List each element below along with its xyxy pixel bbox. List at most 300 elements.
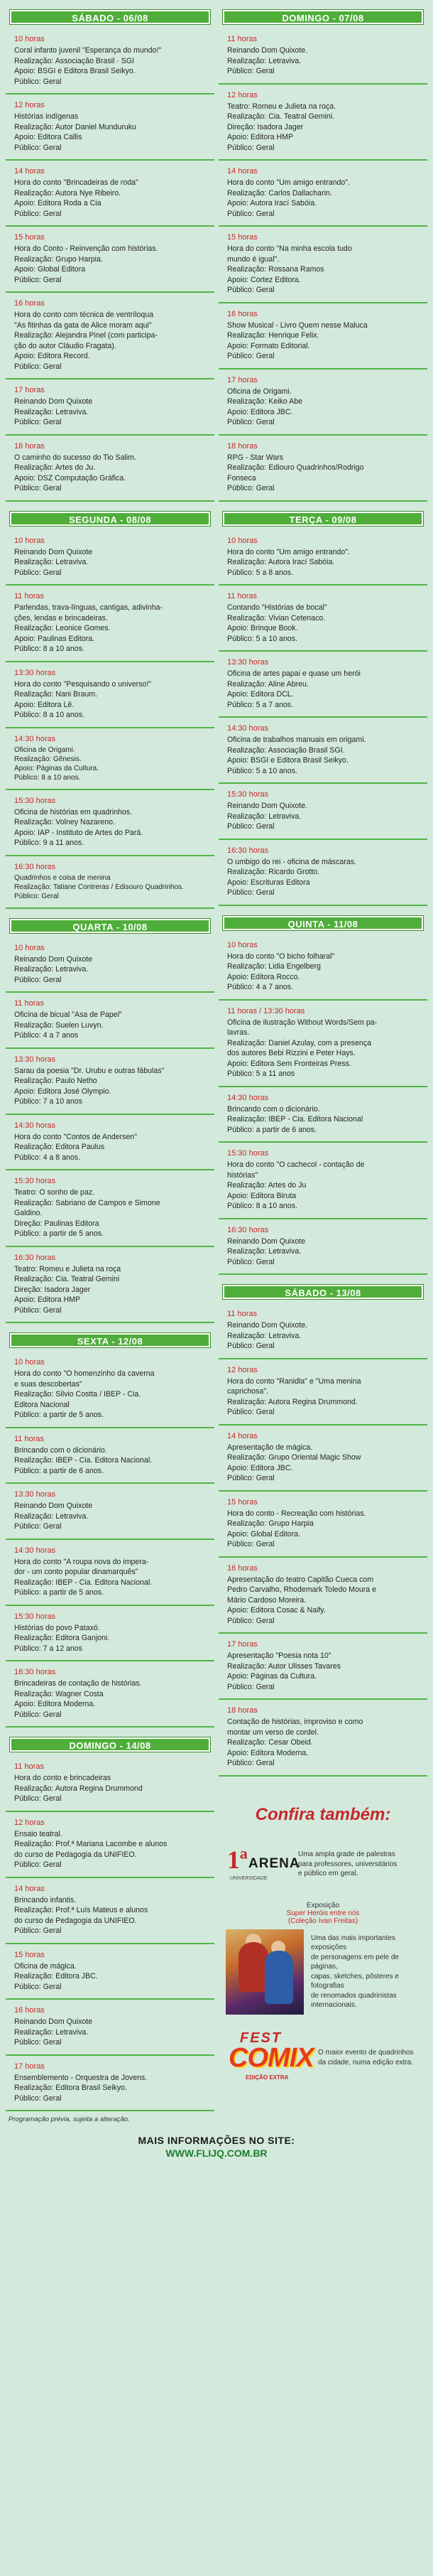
event-detail: Público: 8 a 10 anos.: [14, 773, 81, 782]
event-detail: Realização: Associação Brasil SGI.: [227, 745, 345, 755]
event-detail: Realização: Editora JBC.: [14, 1972, 98, 1980]
event-time: 16 horas: [14, 2006, 45, 2015]
schedule-event: [6, 293, 214, 379]
event-time: 15 horas: [227, 233, 258, 242]
event-detail: Reinando Dom Quixote: [14, 547, 93, 556]
event-detail: Público: 7 a 10 anos: [14, 1097, 83, 1106]
event-detail: Apoio: Editora DCL.: [227, 690, 294, 699]
event-detail: Público: Geral: [227, 286, 275, 294]
schedule-event: [6, 586, 214, 662]
event-detail: Apresentação de mágica.: [227, 1443, 313, 1452]
arena-text-line: e público em geral.: [298, 1870, 358, 1878]
event-time: 14 horas: [227, 167, 258, 176]
event-detail: lavras.: [227, 1028, 250, 1037]
event-detail: Público: Geral: [227, 1257, 275, 1266]
event-detail: Apoio: Editora Sem Fronteiras Press.: [227, 1059, 351, 1068]
event-detail: Apoio: Editora José Olympio.: [14, 1087, 111, 1096]
event-time: 10 horas: [14, 536, 45, 545]
event-time: 14 horas: [227, 1431, 258, 1440]
event-detail: Hora do conto "Ranidla" e "Uma menina: [227, 1376, 361, 1386]
event-time: 12 horas: [227, 90, 258, 99]
event-detail: Oficina de bicual "Asa de Papel": [14, 1011, 122, 1019]
event-detail: Oficina de Origami.: [227, 387, 292, 396]
event-detail: Público: Geral: [14, 2038, 62, 2047]
event-detail: Público: Geral: [227, 1342, 275, 1350]
event-detail: Público: 5 a 10 anos.: [227, 766, 297, 775]
event-detail: histórias": [227, 1170, 258, 1180]
superhero-image: [226, 1929, 304, 2015]
event-time: 11 horas: [14, 1762, 44, 1771]
event-detail: Apoio: Editora JBC.: [227, 1463, 293, 1472]
event-detail: Apoio: Formato Editorial.: [227, 341, 310, 350]
event-detail: dor - um conto popular dinamarquês": [14, 1568, 138, 1576]
event-time: 16:30 horas: [227, 1225, 269, 1234]
arena-text-line: Uma ampla grade de palestras: [298, 1850, 395, 1859]
event-detail: Hora do conto "O cachecol - contação de: [227, 1160, 365, 1169]
schedule-event: [6, 790, 214, 856]
event-detail: Pedro Carvalho, Rhodemark Toledo Moura e: [227, 1585, 377, 1594]
festcomix-promo: [219, 2026, 427, 2090]
footer: [0, 2128, 433, 2166]
event-detail: Reinando Dom Quixote.: [227, 1321, 308, 1330]
event-detail: ção do autor Cláudio Fragata).: [14, 341, 116, 350]
schedule-event: [219, 303, 427, 370]
event-detail: Público: 5 a 8 anos.: [227, 568, 294, 577]
event-detail: Apoio: Editora JBC.: [227, 407, 293, 416]
event-detail: Realização: Nani Braum.: [14, 690, 98, 699]
event-time: 16 horas: [14, 299, 45, 308]
event-time: 14:30 horas: [227, 724, 269, 733]
event-detail: Apoio: Páginas da Cultura.: [14, 764, 99, 772]
event-time: 11 horas: [14, 999, 44, 1008]
schedule-note: Programação prévia, sujeita a alteração.: [9, 2116, 130, 2123]
schedule-event: [219, 1426, 427, 1492]
event-detail: Público: Geral: [14, 1522, 62, 1531]
schedule-event: [6, 1049, 214, 1115]
event-time: 16:30 horas: [227, 846, 269, 855]
schedule-event: [6, 1878, 214, 1944]
event-detail: Realização: Alejandra Pinel (com participa-: [14, 331, 158, 340]
event-detail: Apoio: BSGI e Editora Brasil Seikyo.: [227, 756, 349, 765]
event-detail: Realização: Editora Brasil Seikyo.: [14, 2084, 127, 2092]
schedule-event: [6, 530, 214, 586]
expo-title-1: Super Heróis entre nós: [286, 1909, 360, 1917]
arena-text-line: para professores, universitários: [298, 1860, 398, 1868]
event-detail: Apoio: Editora Biruta: [227, 1191, 297, 1200]
event-detail: Realização: Artes do Ju: [227, 1181, 307, 1190]
event-detail: Realização: Keiko Abe: [227, 397, 303, 406]
schedule-event: [219, 161, 427, 227]
day-header: DOMINGO - 07/08: [223, 10, 423, 24]
schedule-event: [6, 856, 214, 909]
event-detail: Público: 8 a 10 anos.: [227, 1202, 297, 1210]
expo-title-2: (Coleção Ivan Freitas): [287, 1917, 358, 1925]
schedule-event: [219, 436, 427, 502]
event-detail: Público: Geral: [227, 888, 275, 897]
comix-word: COMIX: [229, 2042, 314, 2073]
event-detail: Apoio: Brinque Book.: [227, 624, 298, 632]
schedule-event: [219, 934, 427, 1001]
event-detail: Fonseca: [227, 473, 256, 483]
event-detail: Hora do conto "Brincadeiras de roda": [14, 178, 138, 187]
event-detail: Apoio: Editora Rocco.: [227, 972, 300, 981]
schedule-event: [219, 1219, 427, 1276]
event-time: 10 horas: [227, 940, 258, 949]
event-detail: Realização: Suelen Luvyn.: [14, 1020, 104, 1030]
expo-head: Exposição: [306, 1901, 340, 1909]
event-time: 14 horas: [14, 167, 45, 176]
event-detail: Público: 8 a 10 anos.: [14, 711, 84, 719]
event-time: 15 horas: [227, 1497, 258, 1507]
event-detail: Público: 4 a 7 anos.: [227, 983, 294, 991]
schedule-event: [219, 652, 427, 718]
event-time: 10 horas: [14, 943, 45, 952]
event-detail: Público: Geral: [14, 2093, 62, 2103]
arena-promo: [219, 1838, 427, 1892]
event-detail: Realização: Gênesis.: [14, 755, 82, 763]
festcomix-logo: [226, 2030, 314, 2086]
event-detail: Público: 5 a 11 anos: [227, 1069, 295, 1078]
event-detail: Realização: Grupo Harpia: [227, 1519, 314, 1528]
event-detail: Realização: Cia. Teatral Gemini.: [227, 112, 335, 121]
right-days: [219, 10, 427, 1777]
event-detail: Contando "Histórias de bocal": [227, 603, 327, 612]
event-detail: Apresentação do teatro Capitão Cueca com: [227, 1575, 374, 1584]
event-detail: Apresentação "Poesia nota 10": [227, 1651, 331, 1660]
expo-text-line: de personagens em pele de páginas,: [311, 1953, 399, 1971]
event-detail: Realização: Letraviva.: [227, 1247, 302, 1256]
event-time: 11 horas: [227, 35, 257, 43]
arena-word: ARENA: [248, 1855, 300, 1871]
event-detail: O umbigo do rei - oficina de máscaras.: [227, 857, 356, 866]
event-detail: Público: Geral: [227, 209, 275, 218]
schedule-event: [6, 1540, 214, 1606]
event-detail: Realização: Henrique Felix.: [227, 331, 319, 340]
event-detail: Realização: Grupo Harpia.: [14, 254, 103, 264]
event-time: 17 horas: [14, 386, 45, 394]
schedule-event: [6, 1115, 214, 1171]
event-time: 13:30 horas: [14, 668, 56, 677]
schedule-event: [6, 728, 214, 790]
event-detail: Reinando Dom Quixote: [14, 2017, 93, 2026]
fest-text: [318, 2048, 414, 2067]
event-detail: Apoio: DSZ Computação Gráfica.: [14, 473, 126, 483]
event-time: 13:30 horas: [14, 1490, 56, 1499]
event-detail: Contação de histórias, improviso e como: [227, 1718, 363, 1726]
event-detail: mundo é igual".: [227, 254, 280, 264]
schedule-event: [6, 1661, 214, 1728]
event-detail: Público: Geral: [227, 67, 275, 75]
event-detail: Público: 5 a 10 anos.: [227, 634, 297, 643]
event-time: 15 horas: [14, 233, 45, 242]
event-detail: Público: Geral: [227, 352, 275, 360]
event-detail: Hora do conto e brincadeiras: [14, 1774, 111, 1782]
event-detail: Realização: Cesar Obeid.: [227, 1738, 313, 1747]
event-detail: Brincando com o dicionário.: [14, 1445, 107, 1455]
event-detail: Realização: Silvio Costta / IBEP - Cia.: [14, 1390, 141, 1399]
event-detail: Público: a partir de 5 anos.: [14, 1411, 104, 1419]
day-header: SÁBADO - 13/08: [223, 1285, 423, 1299]
event-detail: Ensemblemento - Orquestra de Jovens.: [14, 2073, 148, 2082]
event-time: 14 horas: [14, 1884, 45, 1893]
event-detail: Reinando Dom Quixote: [227, 1236, 306, 1246]
event-detail: Parlendas, trava-línguas, cantigas, adivinha-: [14, 603, 163, 612]
event-detail: Histórias indígenas: [14, 112, 79, 121]
event-detail: Público: Geral: [14, 1710, 62, 1719]
arena-sub: UNIVERSIDADE: [230, 1875, 268, 1881]
event-detail: Quadrinhos e coisa de menina: [14, 873, 111, 882]
event-detail: Oficina de trabalhos manuais em origami.: [227, 735, 366, 744]
event-detail: Hora do Conto - Reinvenção com histórias.: [14, 244, 158, 253]
event-detail: Realização: Letraviva.: [14, 2027, 89, 2037]
schedule-event: [6, 227, 214, 293]
schedule-event: [219, 28, 427, 85]
event-time: 11 horas: [227, 592, 257, 600]
confira-heading: Confira também:: [255, 1804, 391, 1824]
schedule-event: [6, 1812, 214, 1878]
event-detail: Público: Geral: [227, 1682, 275, 1691]
event-detail: Teatro: Romeu e Julieta na roça: [14, 1264, 121, 1273]
event-detail: Público: Geral: [14, 1860, 62, 1869]
event-detail: Realização: IBEP - Cia. Editora Nacional.: [14, 1578, 153, 1587]
event-detail: Realização: Aline Abreu.: [227, 679, 309, 689]
event-detail: Público: Geral: [14, 275, 62, 284]
event-detail: Realização: Prof.ª Luís Mateus e alunos: [14, 1906, 148, 1914]
event-detail: Realização: Prof.ª Mariana Lacombe e alunos: [14, 1840, 168, 1848]
schedule-event: [219, 1303, 427, 1359]
right-column: [219, 0, 427, 2090]
event-time: 10 horas: [14, 1358, 45, 1367]
event-detail: Reinando Dom Quixote.: [227, 802, 308, 810]
expo-text-line: de renomados quadrinistas internacionais.: [311, 1991, 397, 2009]
event-detail: Realização: Paulo Netho: [14, 1077, 97, 1085]
schedule-event: [6, 95, 214, 161]
event-detail: Apoio: Escrituras Editora: [227, 878, 310, 887]
schedule-event: [219, 1634, 427, 1700]
event-time: 11 horas / 13:30 horas: [227, 1006, 305, 1015]
event-detail: Apoio: Editora HMP: [14, 1295, 81, 1304]
event-detail: Reinando Dom Quixote.: [227, 46, 308, 55]
event-detail: Público: Geral: [227, 484, 275, 492]
event-detail: Realização: Lidia Engelberg: [227, 962, 321, 971]
event-detail: Público: a partir de 6 anos.: [227, 1125, 317, 1134]
event-time: 15:30 horas: [14, 796, 56, 805]
schedule-event: [219, 1087, 427, 1143]
schedule-event: [6, 1484, 214, 1540]
event-detail: Apoio: IAP - Instituto de Artes do Pará.: [14, 828, 143, 837]
schedule-event: [6, 1428, 214, 1484]
event-detail: Público: Geral: [14, 77, 62, 86]
event-detail: Apoio: Editora Record.: [14, 352, 90, 360]
event-detail: Realização: Letraviva.: [14, 407, 89, 416]
event-detail: Apoio: BSGI e Editora Brasil Seikyo.: [14, 67, 136, 75]
event-detail: Realização: Ricardo Grotto.: [227, 868, 320, 876]
event-detail: Realização: Autora Irací Sabóia.: [227, 558, 335, 566]
day-header: QUARTA - 10/08: [10, 919, 210, 933]
event-detail: Realização: Autor Ulisses Tavares: [227, 1661, 341, 1671]
day-header: SEXTA - 12/08: [10, 1333, 210, 1347]
event-detail: Apoio: Cortez Editora.: [227, 275, 301, 284]
event-time: 15:30 horas: [227, 1149, 269, 1158]
event-detail: Público: 8 a 10 anos.: [14, 645, 84, 653]
arena-number: 1ª: [227, 1845, 248, 1874]
event-detail: Realização: Autor Daniel Munduruku: [14, 122, 136, 131]
event-detail: Realização: Letraviva.: [14, 1511, 89, 1521]
event-time: 10 horas: [227, 536, 258, 545]
expo-promo: [219, 1925, 427, 2019]
schedule-event: [6, 1944, 214, 2000]
event-detail: Público: Geral: [227, 418, 275, 426]
event-detail: Público: a partir de 5 anos.: [14, 1229, 104, 1238]
event-detail: Oficina de ilustração Without Words/Sem pa-: [227, 1018, 378, 1027]
event-detail: Realização: Autora Nye Ribeiro.: [14, 188, 121, 198]
event-detail: Realização: Letraviva.: [14, 558, 89, 566]
schedule-event: [219, 784, 427, 840]
event-time: 15:30 horas: [14, 1177, 56, 1185]
event-detail: Oficina de mágica.: [14, 1961, 77, 1971]
event-time: 15:30 horas: [14, 1612, 56, 1621]
event-detail: Realização: Volney Nazareno.: [14, 818, 115, 826]
event-detail: Público: Geral: [227, 1474, 275, 1482]
event-detail: Direção: Isadora Jager: [227, 122, 304, 131]
event-detail: Oficina de histórias em quadrinhos.: [14, 807, 133, 817]
event-time: 17 horas: [227, 1640, 258, 1649]
day-header: SÁBADO - 06/08: [10, 10, 210, 24]
event-detail: Apoio: Global Editora.: [227, 1529, 301, 1538]
event-detail: Hora do conto - Recreação com histórias.: [227, 1509, 366, 1518]
event-time: 16:30 horas: [14, 862, 56, 871]
event-detail: Brincadeiras de contação de histórias.: [14, 1679, 142, 1688]
expo-text-line: Uma das mais importantes exposições: [311, 1934, 395, 1951]
event-time: 14:30 horas: [14, 1121, 56, 1130]
event-detail: "As fitinhas da gata de Alice moram aqui": [14, 320, 152, 330]
event-detail: montar um verso de cordel.: [227, 1728, 319, 1737]
event-detail: Apoio: Editora Cosac & Naify.: [227, 1606, 326, 1615]
event-detail: Hora do conto "Pesquisando o universo!": [14, 679, 152, 689]
schedule-event: [6, 1756, 214, 1812]
schedule-event: [219, 227, 427, 303]
schedule-event: [219, 1492, 427, 1558]
event-detail: RPG - Star Wars: [227, 453, 284, 462]
event-time: 15:30 horas: [227, 790, 269, 799]
event-detail: Realização: Tatiane Contreras / Edisouro Quadrinhos.: [14, 883, 184, 891]
event-detail: Realização: Editora Ganjoni.: [14, 1634, 110, 1642]
fest-edition: EDIÇÃO EXTRA: [246, 2074, 289, 2081]
event-detail: Brincando com o dicionário.: [227, 1104, 320, 1114]
event-detail: Editora Nacional: [14, 1400, 70, 1409]
event-detail: Público: 4 a 7 anos: [14, 1031, 79, 1040]
schedule-event: [219, 1700, 427, 1777]
event-detail: do curso de Pedagogia da UNIFIEO.: [14, 1850, 137, 1859]
schedule-event: [6, 379, 214, 436]
schedule-event: [6, 28, 214, 95]
fest-word: FEST: [240, 2030, 283, 2046]
schedule-event: [219, 1001, 427, 1087]
footer-info: MAIS INFORMAÇÕES NO SITE:: [138, 2135, 295, 2146]
event-detail: Apoio: Editora Moderna.: [227, 1748, 309, 1757]
event-detail: Oficina de Origami.: [14, 745, 75, 754]
day-header: DOMINGO - 14/08: [10, 1737, 210, 1752]
event-detail: caprichosa".: [227, 1387, 268, 1396]
event-detail: Realização: IBEP - Cia. Editora Nacional: [227, 1115, 363, 1123]
event-detail: Apoio: Global Editora: [14, 265, 86, 274]
event-detail: Apoio: Paulinas Editora.: [14, 634, 95, 643]
schedule-event: [6, 662, 214, 728]
event-detail: Realização: Artes do Ju.: [14, 463, 96, 472]
event-detail: Público: Geral: [227, 143, 275, 152]
event-detail: Apoio: Editora Callis: [14, 133, 82, 141]
schedule-event: [219, 1558, 427, 1634]
schedule-event: [6, 1247, 214, 1324]
expo-text: [311, 1934, 420, 2010]
event-detail: Realização: Autora Regina Drummond.: [227, 1397, 358, 1406]
event-time: 14:30 horas: [14, 734, 56, 743]
event-detail: e suas descobertas": [14, 1379, 82, 1389]
event-detail: Público: Geral: [227, 1616, 275, 1625]
event-time: 14:30 horas: [227, 1093, 269, 1102]
event-detail: Público: Geral: [14, 1982, 62, 1991]
event-detail: Apoio: Autora Irací Sabóia.: [227, 199, 317, 208]
event-time: 12 horas: [14, 101, 45, 109]
schedule-event: [219, 1359, 427, 1426]
footer-site-link[interactable]: WWW.FLIJQ.COM.BR: [165, 2147, 268, 2159]
event-detail: Realização: Leonice Gomes.: [14, 624, 111, 632]
event-detail: Oficina de artes papai e quase um herói: [227, 669, 361, 678]
schedule-event: [219, 586, 427, 652]
event-detail: Teatro: O sonho de paz.: [14, 1188, 95, 1197]
event-detail: Brincando infantis.: [14, 1895, 77, 1904]
event-detail: Público: Geral: [227, 1408, 275, 1416]
event-detail: Realização: Daniel Azulay, com a presença: [227, 1038, 371, 1047]
schedule-event: [6, 436, 214, 502]
event-time: 16 horas: [227, 1563, 258, 1573]
event-detail: Realização: Letraviva.: [227, 812, 302, 821]
event-detail: Público: Geral: [227, 822, 275, 831]
event-detail: do curso de Pedagogia da UNIFIEO.: [14, 1916, 137, 1925]
event-detail: Direção: Paulinas Editora: [14, 1219, 99, 1228]
event-time: 13:30 horas: [14, 1055, 56, 1064]
event-detail: O caminho do sucesso do Tio Salim.: [14, 453, 136, 462]
event-detail: Público: Geral: [14, 209, 62, 218]
event-detail: Público: 4 a 8 anos.: [14, 1153, 81, 1162]
event-detail: Hora do conto "Contos de Andersen": [14, 1132, 138, 1141]
schedule-event: [6, 1352, 214, 1428]
event-detail: dos autores Bebi Rizzini e Peter Hays.: [227, 1049, 356, 1057]
event-detail: Público: 9 a 11 anos.: [14, 839, 84, 847]
event-detail: Realização: Cia. Teatral Gemini: [14, 1275, 120, 1283]
day-header: TERÇA - 09/08: [223, 512, 423, 526]
event-time: 14:30 horas: [14, 1546, 56, 1555]
event-detail: Realização: Rossana Ramos: [227, 265, 324, 274]
fest-text-line: O maior evento de quadrinhos: [318, 2049, 414, 2057]
schedule-event: [6, 1170, 214, 1247]
event-detail: Hora do conto "O homenzinho da caverna: [14, 1369, 155, 1378]
event-detail: Realização: Letraviva.: [14, 965, 89, 974]
event-detail: Galdino.: [14, 1209, 43, 1217]
event-detail: Público: Geral: [14, 1926, 62, 1935]
event-time: 11 horas: [227, 1310, 257, 1318]
event-time: 17 horas: [14, 2062, 45, 2071]
event-detail: Teatro: Romeu e Julieta na roça.: [227, 102, 336, 111]
event-detail: Público: Geral: [14, 975, 62, 984]
event-time: 17 horas: [227, 375, 258, 384]
event-detail: Hora do conto com técnica de ventríloqua: [14, 311, 154, 319]
event-detail: Hora do conto "A roupa nova do impera-: [14, 1557, 149, 1566]
event-detail: Hora do conto "O bicho folharal": [227, 952, 335, 961]
event-detail: Público: a partir de 6 anos.: [14, 1466, 104, 1475]
event-detail: Hora do conto "Um amigo entrando".: [227, 547, 350, 556]
schedule-event: [6, 2000, 214, 2056]
